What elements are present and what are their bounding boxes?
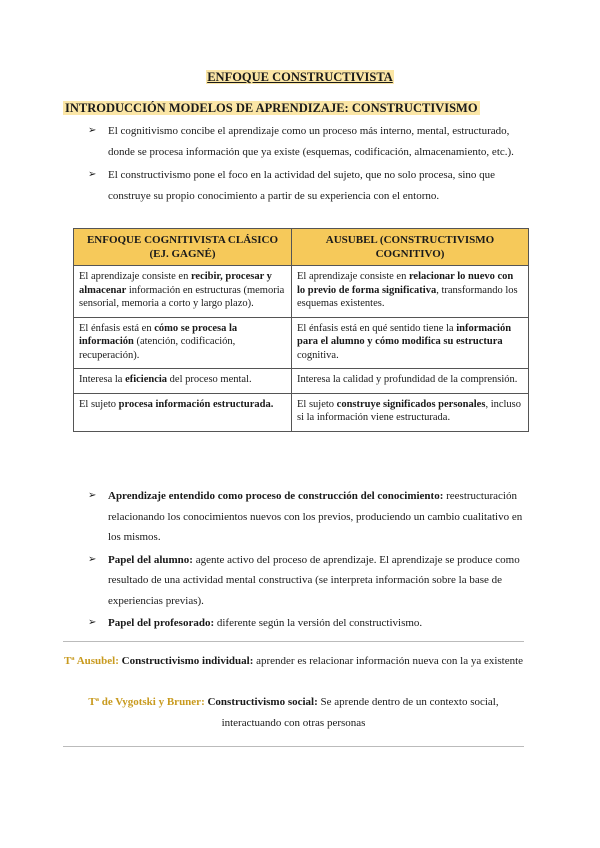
table-cell: Interesa la eficiencia del proceso mental. — [74, 369, 292, 394]
table-row — [74, 317, 529, 369]
bullet-heading: Papel del profesorado: — [108, 617, 215, 629]
arrowhead-bullet-icon: ➢ — [88, 553, 97, 565]
table-row — [74, 369, 529, 394]
divider — [63, 641, 524, 642]
table-cell: El sujeto construye significados personales, incluso si la información viene estructurada. — [292, 393, 529, 431]
theory-text: aprender es relacionar información nueva con la ya existente — [253, 655, 524, 667]
table-cell: El sujeto procesa información estructurada. — [74, 393, 292, 431]
list-item — [88, 550, 528, 612]
column-header-cognitivista: ENFOQUE COGNITIVISTA CLÁSICO (EJ. GAGNÉ) — [74, 229, 292, 266]
theory-type: Constructivismo social: — [207, 696, 318, 708]
arrowhead-bullet-icon: ➢ — [88, 169, 97, 180]
list-item — [88, 121, 528, 162]
table-cell: El énfasis está en cómo se procesa la información (atención, codificación, recuperación). — [74, 317, 292, 369]
document-title-text: ENFOQUE CONSTRUCTIVISTA — [207, 70, 393, 84]
divider — [63, 746, 524, 747]
section-title-text: INTRODUCCIÓN MODELOS DE APRENDIZAJE: CONSTRUCTIVISMO — [65, 101, 478, 115]
table-cell: Interesa la calidad y profundidad de la comprensión. — [292, 369, 529, 394]
list-item — [88, 613, 528, 634]
theory-name: Tª de Vygotski y Bruner: — [88, 696, 205, 708]
table-cell: El aprendizaje consiste en relacionar lo nuevo con lo previo de forma significativa, transformando los esquemas existentes. — [292, 266, 529, 318]
intro-bullet-list — [88, 121, 528, 209]
bullet-heading: Papel del alumno: — [108, 553, 193, 566]
comparison-table — [73, 228, 529, 432]
arrowhead-bullet-icon: ➢ — [88, 490, 97, 501]
list-item — [88, 165, 528, 206]
theory-vygotski-bruner — [63, 692, 524, 733]
bullet-heading: Aprendizaje entendido como proceso de construcción del conocimiento: — [108, 490, 444, 502]
table-header-row — [74, 229, 529, 266]
characteristics-bullet-list — [88, 486, 528, 636]
theory-ausubel — [63, 651, 524, 672]
table-row — [74, 266, 529, 318]
theory-type: Constructivismo individual: — [121, 655, 254, 667]
table-cell: El énfasis está en qué sentido tiene la información para el alumno y cómo modifica su estructura cognitiva. — [292, 317, 529, 369]
bullet-text: El constructivismo pone el foco en la actividad del sujeto, que no solo procesa, sino que construye su propio conocimiento a partir de su experiencia con el entorno. — [108, 169, 496, 202]
theory-text: Se aprende dentro de un contexto social, interactuando con otras personas — [221, 696, 499, 729]
theory-name: Tª Ausubel: — [63, 655, 119, 667]
table-row — [74, 393, 529, 431]
arrowhead-bullet-icon: ➢ — [88, 125, 97, 136]
document-title — [0, 70, 600, 85]
list-item — [88, 486, 528, 548]
table-cell: El aprendizaje consiste en recibir, procesar y almacenar información en estructuras (memoria sensorial, memoria a corto y largo plazo). — [74, 266, 292, 318]
bullet-text: agente activo del proceso de aprendizaje. El aprendizaje se produce como resultado de una actividad mental constructiva (se interpreta información sobre la base de experiencias previas). — [108, 553, 520, 607]
arrowhead-bullet-icon: ➢ — [88, 617, 97, 628]
column-header-ausubel: AUSUBEL (CONSTRUCTIVISMO COGNITIVO) — [292, 229, 529, 266]
bullet-text: diferente según la versión del constructivismo. — [214, 617, 423, 629]
bullet-text: reestructuración relacionando los conocimientos nuevos con los previos, produciendo un cambio cualitativo en los mismos. — [108, 490, 523, 543]
section-title — [63, 101, 480, 116]
bullet-text: El cognitivismo concibe el aprendizaje como un proceso más interno, mental, estructurado, donde se procesa información que ya existe (esquemas, codificación, almacenamiento, etc.). — [108, 125, 514, 158]
